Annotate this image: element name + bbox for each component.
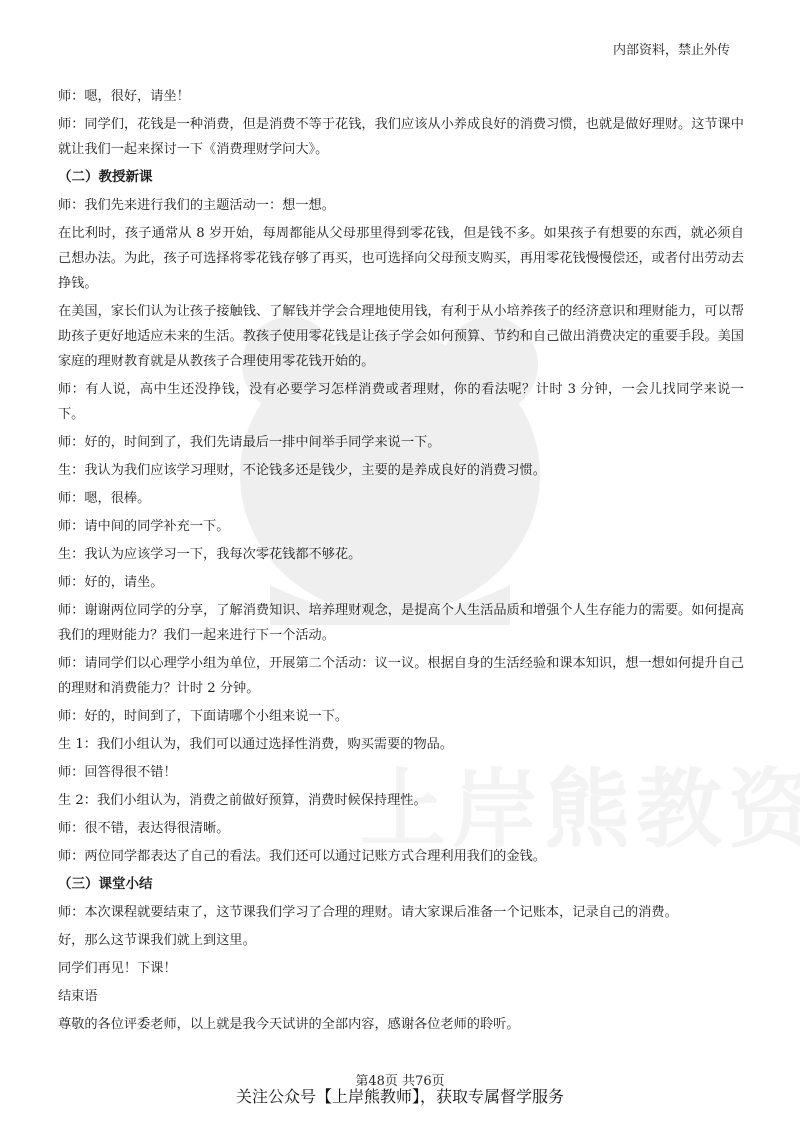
paragraph: 师：很不错，表达得很清晰。 <box>58 821 230 836</box>
paragraph: 结束语 <box>58 989 98 1004</box>
paragraph: 师：好的，时间到了，下面请哪个小组来说一下。 <box>58 709 349 724</box>
paragraph: 在比利时，孩子通常从 8 岁开始，每周都能从父母那里得到零花钱，但是钱不多。如果孩子有想要的东西，就必须自己想办法。为此，孩子可选择将零花钱存够了再买，也可选择向父母预支购买，再用零花钱慢慢偿还，或者付出劳动去挣钱。 <box>58 226 744 291</box>
paragraph: 师：好的，请坐。 <box>58 575 164 590</box>
paragraph: 好，那么这节课我们就上到这里。 <box>58 933 256 948</box>
paragraph: 师：嗯，很好，请坐！ <box>58 89 190 104</box>
paragraph: 师：同学们，花钱是一种消费，但是消费不等于花钱，我们应该从小养成良好的消费习惯，也就是做好理财。这节课中就让我们一起来探讨一下《消费理财学问大》。 <box>58 117 744 157</box>
paragraph: 生 1：我们小组认为，我们可以通过选择性消费，购买需要的物品。 <box>58 737 454 752</box>
document-body <box>58 84 744 1037</box>
paragraph: 生 2：我们小组认为，消费之前做好预算，消费时候保持理性。 <box>58 793 427 808</box>
paragraph: 师：两位同学都表达了自己的看法。我们还可以通过记账方式合理利用我们的金钱。 <box>58 849 546 864</box>
paragraph: 师：谢谢两位同学的分享，了解消费知识、培养理财观念，是提高个人生活品质和增强个人生存能力的需要。如何提高我们的理财能力？我们一起来进行下一个活动。 <box>58 603 744 643</box>
paragraph: 师：回答得很不错！ <box>58 765 177 780</box>
paragraph: 在美国，家长们认为让孩子接触钱、了解钱并学会合理地使用钱，有利于从小培养孩子的经济意识和理财能力，可以帮助孩子更好地适应未来的生活。教孩子使用零花钱是让孩子学会如何预算、节约和自己做出消费决定的重要手段。美国家庭的理财教育就是从教孩子合理使用零花钱开始的。 <box>58 304 744 369</box>
paragraph: 同学们再见！下课！ <box>58 961 177 976</box>
section-heading: （二）教授新课 <box>58 169 153 185</box>
paragraph: 师：嗯，很棒。 <box>58 491 151 506</box>
paragraph: 师：请同学们以心理学小组为单位，开展第二个活动：议一议。根据自身的生活经验和课本知识，想一想如何提升自己的理财和消费能力？计时 2 分钟。 <box>58 656 744 696</box>
paragraph: 师：有人说，高中生还没挣钱，没有必要学习怎样消费或者理财，你的看法呢？计时 3 分钟，一会儿找同学来说一下。 <box>58 382 744 422</box>
paragraph: 尊敬的各位评委老师，以上就是我今天试讲的全部内容，感谢各位老师的聆听。 <box>58 1017 520 1032</box>
paragraph: 师：本次课程就要结束了，这节课我们学习了合理的理财。请大家课后准备一个记账本，记录自己的消费。 <box>58 905 678 920</box>
paragraph: 生：我认为我们应该学习理财，不论钱多还是钱少，主要的是养成良好的消费习惯。 <box>58 463 546 478</box>
page-number: 第48页 共76页 <box>355 1074 445 1089</box>
section-heading: （三）课堂小结 <box>58 876 153 892</box>
paragraph: 师：好的，时间到了，我们先请最后一排中间举手同学来说一下。 <box>58 435 441 450</box>
paragraph: 生：我认为应该学习一下，我每次零花钱都不够花。 <box>58 547 362 562</box>
footer-promo: 关注公众号【上岸熊教师】，获取专属督学服务 <box>235 1087 564 1106</box>
header-notice: 内部资料，禁止外传 <box>612 43 730 58</box>
paragraph: 师：我们先来进行我们的主题活动一：想一想。 <box>58 198 335 213</box>
paragraph: 师：请中间的同学补充一下。 <box>58 519 230 534</box>
